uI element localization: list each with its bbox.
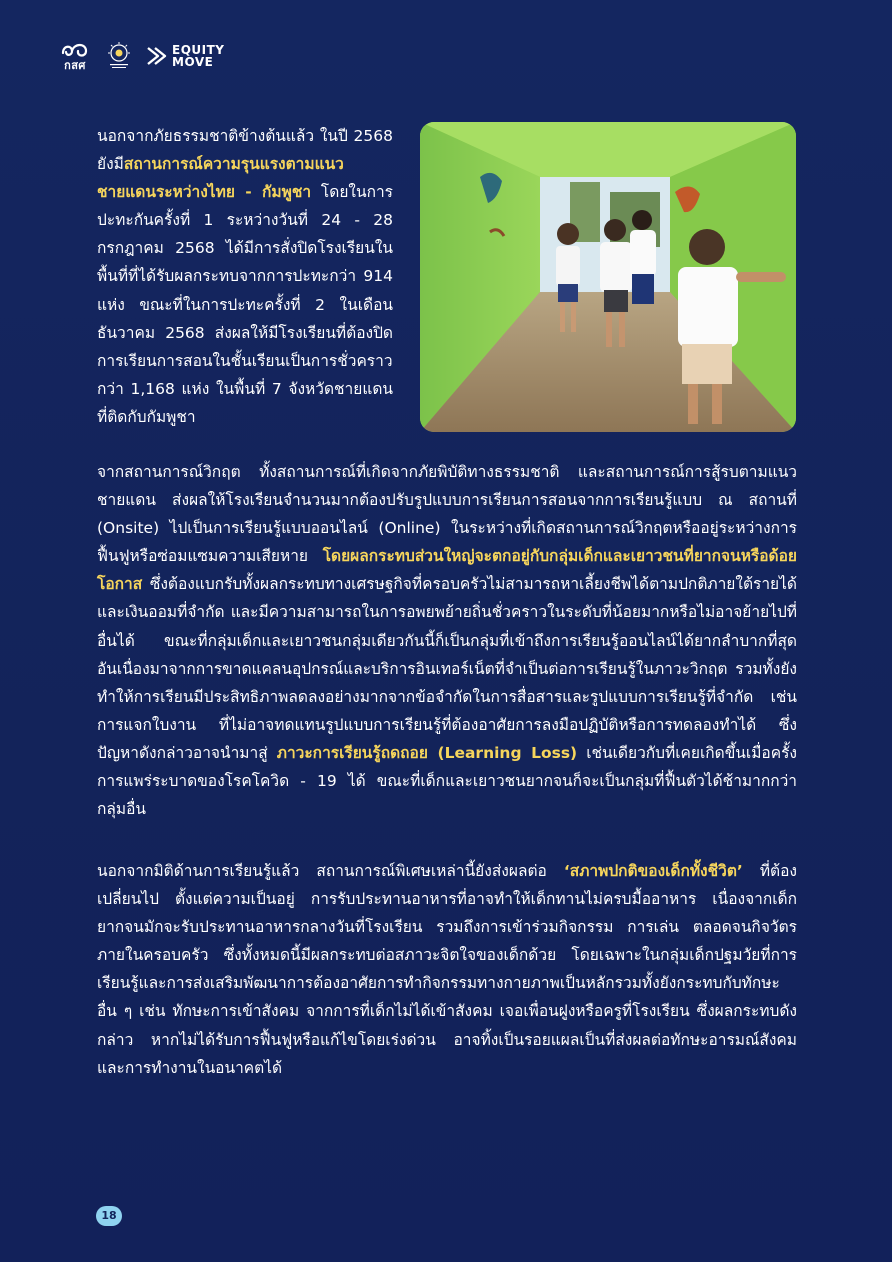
intro-text-1: นอกจากภัยธรรมชาติข้างต้นแล้ว ในปี 2568 ยังมี [97, 127, 393, 174]
crisis-highlight-2: ภาวะการเรียนรู้ถดถอย (Learning Loss) [276, 743, 578, 762]
wellbeing-text-1: นอกจากมิติด้านการเรียนรู้แล้ว สถานการณ์พิเศษเหล่านี้ยังส่งผลต่อ [97, 862, 564, 880]
crisis-highlight-1: โดยผลกระทบส่วนใหญ่จะตกอยู่กับกลุ่มเด็กและเยาวชนที่ยากจนหรือด้อยโอกาส [97, 547, 797, 594]
intro-highlight: สถานการณ์ความรุนแรงตามแนวชายแดนระหว่างไทย - กัมพูชา [97, 155, 344, 202]
crisis-text-1: จากสถานการณ์วิกฤต ทั้งสถานการณ์ที่เกิดจากภัยพิบัติทางธรรมชาติ และสถานการณ์การสู้รบตามแนวชายแดน ส่งผลให้โรงเรียนจำนวนมากต้องปรับรูปแบบการเรียนการสอนจากการเรียนรู้แบบ ณ สถานที่ (Onsite) ไปเป็นการเรียนรู้แบบออนไลน์ (Online) ในระหว่างที่เกิดสถานการณ์วิกฤตหรืออยู่ระหว่างการฟื้นฟูหรือซ่อมแซมความเสียหาย [97, 463, 797, 566]
kses-logo-label: กสศ [64, 58, 86, 72]
equity-arrow-icon [146, 45, 168, 67]
wellbeing-paragraph [97, 857, 797, 1082]
crisis-text-2: ซึ่งต้องแบกรับทั้งผลกระทบทางเศรษฐกิจที่ครอบครัวไม่สามารถหาเลี้ยงชีพได้ตามปกติภายใต้รายได้และเงินออมที่จำกัด และมีความสามารถในการอพยพย้ายถิ่นชั่วคราวในระดับที่น้อยมากหรือไม่อาจย้ายไปที่อื่นได้ ขณะที่กลุ่มเด็กและเยาวชนกลุ่มเดียวกันนี้ก็เป็นกลุ่มที่เข้าถึงการเรียนรู้ออนไลน์ได้ยากลำบากที่สุด อันเนื่องมาจากการขาดแคลนอุปกรณ์และบริการอินเทอร์เน็ตที่จำเป็นต่อการเรียนรู้ในภาวะวิกฤต รวมทั้งยังทำให้การเรียนมีประสิทธิภาพลดลงอย่างมากจากข้อจำกัดในการสื่อสารและรูปแบบการเรียนรู้ที่จำกัด เช่น การแจกใบงาน ที่ไม่อาจทดแทนรูปแบบการเรียนรู้ที่ต้องอาศัยการลงมือปฏิบัติหรือการทดลองทำได้ ซึ่งปัญหาดังกล่าวอาจนำมาสู่ [97, 575, 797, 762]
kses-logo-icon [60, 41, 90, 59]
foundation-badge-icon [104, 41, 134, 71]
wellbeing-text-2: ที่ต้องเปลี่ยนไป ตั้งแต่ความเป็นอยู่ การรับประทานอาหารที่อาจทำให้เด็กทานไม่ครบมื้ออาหาร เนื่องจากเด็กยากจนมักจะรับประทานอาหารกลางวันที่โรงเรียน รวมถึงการเข้าร่วมกิจกรรม การเล่น ตลอดจนกิจวัตรภายในครอบครัว ซึ่งทั้งหมดนี้มีผลกระทบต่อสภาวะจิตใจของเด็กด้วย โดยเฉพาะในกลุ่มเด็กปฐมวัยที่การเรียนรู้และการส่งเสริมพัฒนาการต้องอาศัยการทำกิจกรรมทางกายภาพเป็นหลักรวมทั้งยังกระทบกับทักษะอื่น ๆ เช่น ทักษะการเข้าสังคม จากการที่เด็กไม่ได้เข้าสังคม เจอเพื่อนฝูงหรือครูที่โรงเรียน ซึ่งผลกระทบดังกล่าว หากไม่ได้รับการฟื้นฟูหรือแก้ไขโดยเร่งด่วน อาจทิ้งเป็นรอยแผลเป็นที่ส่งผลต่อทักษะอารมณ์สังคมและการทำงานในอนาคตได้ [97, 862, 797, 1077]
crisis-paragraph [97, 458, 797, 823]
kses-logo [58, 41, 92, 72]
move-label: MOVE [172, 55, 214, 69]
equity-move-logo [146, 44, 224, 68]
equity-label: EQUITY [172, 43, 225, 57]
header [58, 38, 224, 74]
intro-paragraph [97, 122, 393, 431]
page-number-badge: 18 [96, 1206, 122, 1226]
wellbeing-highlight: ‘สภาพปกติของเด็กทั้งชีวิต’ [563, 862, 743, 880]
children-tunnel-photo [420, 122, 796, 432]
intro-text-2: โดยในการปะทะกันครั้งที่ 1 ระหว่างวันที่ 24 - 28 กรกฎาคม 2568 ได้มีการสั่งปิดโรงเรียนในพื้นที่ที่ได้รับผลกระทบจากการปะทะกว่า 914 แห่ง ขณะที่ในการปะทะครั้งที่ 2 ในเดือนธันวาคม 2568 ส่งผลให้มีโรงเรียนที่ต้องปิดการเรียนการสอนในชั้นเรียนเป็นการชั่วคราวกว่า 1,168 แห่ง ในพื้นที่ 7 จังหวัดชายแดนที่ติดกับกัมพูชา [97, 183, 393, 426]
crisis-text-3: เช่นเดียวกับที่เคยเกิดขึ้นเมื่อครั้งการแพร่ระบาดของโรคโควิด - 19 ได้ ขณะที่เด็กและเยาวชนยากจนก็จะเป็นกลุ่มที่ฟื้นตัวได้ช้ามากกว่ากลุ่มอื่น [97, 743, 797, 819]
